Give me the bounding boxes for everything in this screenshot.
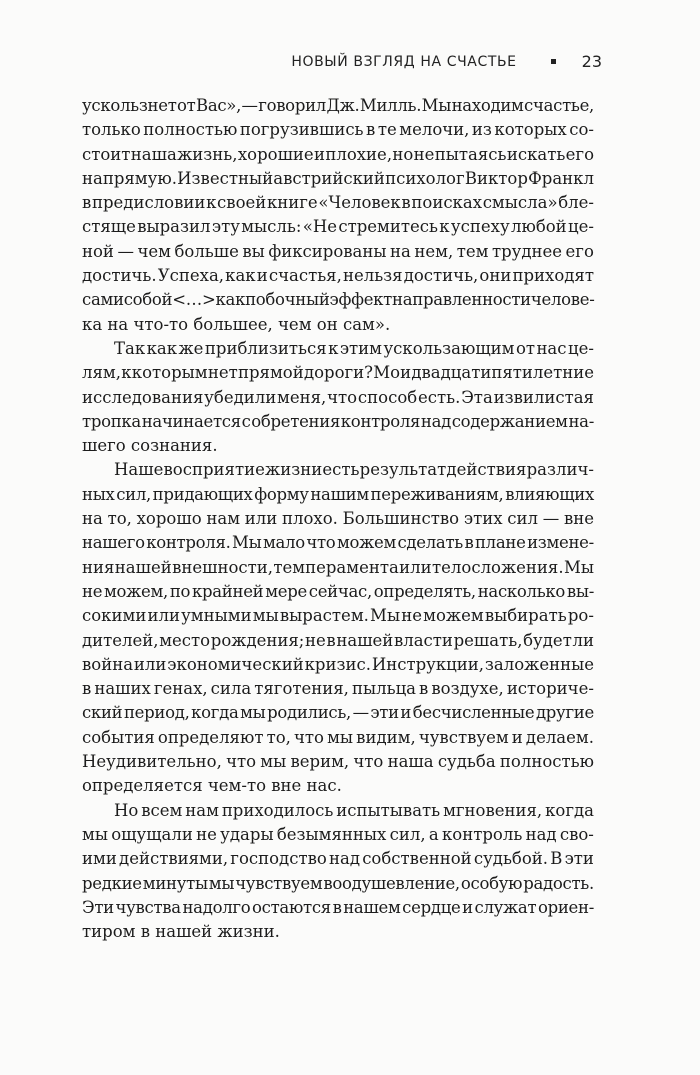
text-line: ния нашей внешности, темперамента или телосложения. Мы [82,557,594,577]
text-line: не можем, по крайней мере сейчас, определять, насколько вы- [82,581,594,601]
text-line: ими действиями, господство над собственной судьбой. В эти [82,849,594,869]
text-line: определяется чем-то вне нас. [82,776,342,796]
text-line: сами собой <…> как побочный эффект направленности челове- [82,290,595,310]
paragraph [82,799,594,945]
text-line: ных сил, придающих форму нашим переживаниям, влияющих [82,484,594,504]
text-line: ной — чем больше вы фиксированы на нем, тем труднее его [82,241,594,261]
text-line: события определяют то, что мы видим, чувствуем и делаем. [82,727,594,747]
running-header [291,52,602,71]
text-line: Наше восприятие жизни есть результат действия различ- [114,460,594,480]
text-line: война или экономический кризис. Инструкции, заложенные [82,654,594,674]
text-line: напрямую. Известный австрийский психолог Виктор Франкл [82,168,594,188]
text-line: Эти чувства надолго остаются в нашем сердце и служат ориен- [82,897,594,917]
text-line: на то, хорошо нам или плохо. Большинство этих сил — вне [82,509,594,529]
text-line: лям, к которым нет прямой дороги? Мои двадцатипятилетние [82,363,594,383]
text-line: в предисловии к своей книге «Человек в поисках смысла» бле- [82,193,594,213]
text-line: мы ощущали не удары безымянных сил, а контроль над сво- [82,824,594,844]
text-line: тиром в нашей жизни. [82,922,280,942]
text-line: исследования убедили меня, что способ есть. Эта извилистая [82,387,594,407]
text-line: шего сознания. [82,436,218,456]
text-line: достичь. Успеха, как и счастья, нельзя достичь, они приходят [82,266,594,286]
text-line: ускользнет от Вас», — говорил Дж. Милль. Мы находим счастье, [82,96,594,115]
text-line: ский период, когда мы родились, — эти и бесчисленные другие [82,703,594,723]
running-title: НОВЫЙ ВЗГЛЯД НА СЧАСТЬЕ [291,53,517,70]
text-line: нашего контроля. Мы мало что можем сделать в плане измене- [82,533,594,553]
text-line: только полностью погрузившись в те мелочи, из которых со- [82,120,594,140]
text-line: Так как же приблизиться к этим ускользающим от нас це- [114,338,594,358]
page-number: 23 [581,52,602,71]
text-line: редкие минуты мы чувствуем воодушевление, особую радость. [82,873,594,893]
text-line: в наших генах, сила тяготения, пыльца в воздухе, историче- [82,679,594,699]
text-line: тропка начинается с обретения контроля над содержанием на- [82,411,594,431]
text-line: стяще выразил эту мысль: «Не стремитесь к успеху любой це- [82,217,594,237]
text-line: Неудивительно, что мы верим, что наша судьба полностью [82,752,594,772]
text-line: ка на что-то большее, чем он сам». [82,314,391,334]
body-text [82,94,594,944]
text-line: стоит наша жизнь, хорошие и плохие, но не пытаясь искать его [82,144,594,164]
header-bullet-icon [551,59,556,64]
text-line: дителей, место рождения; не в нашей власти решать, будет ли [82,630,594,650]
text-line: Но всем нам приходилось испытывать мгновения, когда [114,800,594,820]
paragraph [82,337,594,458]
text-line: сокими или умными мы вырастем. Мы не можем выбирать ро- [82,606,594,626]
paragraph [82,94,594,337]
paragraph [82,458,594,798]
